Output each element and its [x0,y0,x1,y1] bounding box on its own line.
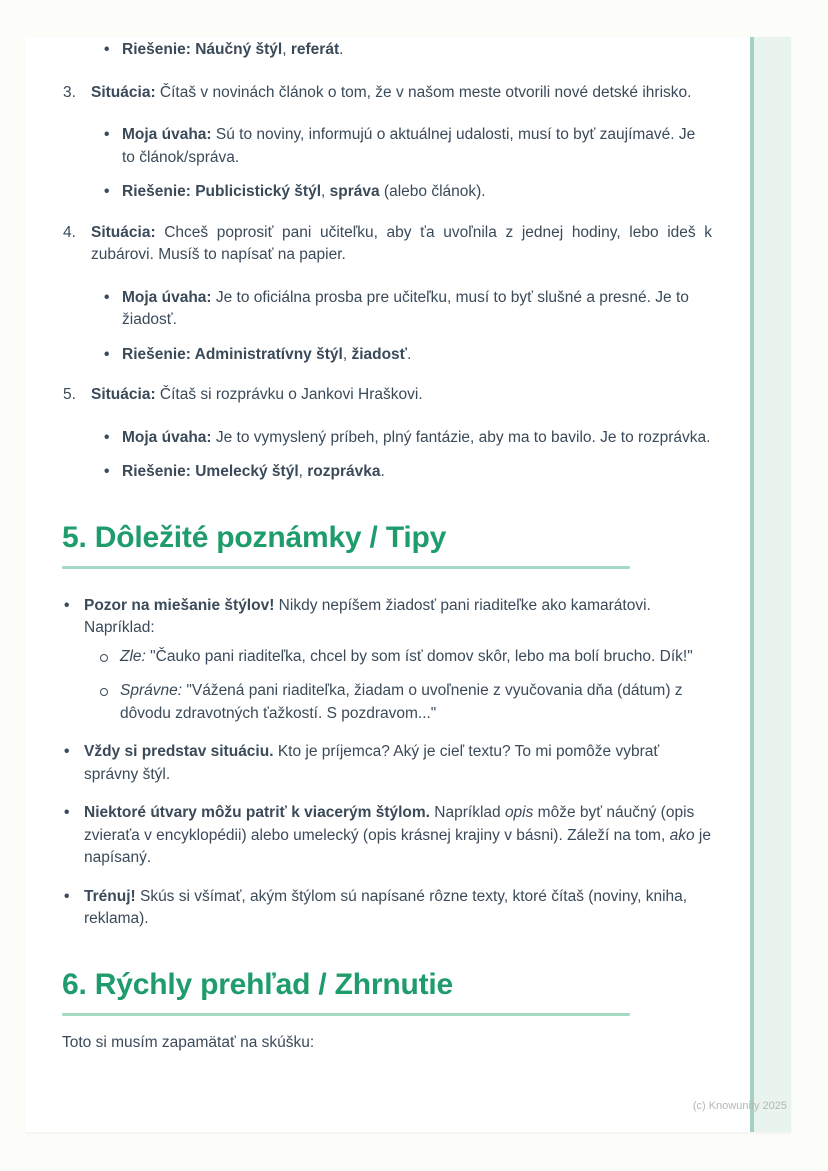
page-edge-strip [750,37,791,1132]
list-item-solution [91,461,712,484]
bullet-text: Riešenie: Publicistický štýl, správa (alebo článok). [122,183,486,200]
tip-examples-list [84,646,712,726]
situation-text: Situácia: Čítaš v novinách článok o tom, že v našom meste otvorili nové detské ihrisko. [91,83,692,101]
bullet-text: Riešenie: Administratívny štýl, žiadosť. [122,345,412,363]
watermark: (c) Knowunity 2025 [692,1100,787,1112]
situation-item-5 [62,384,712,484]
list-item-reasoning [91,427,712,450]
tip-text: • Pozor na miešanie štýlov! Nikdy nepíšem žiadosť pani riaditeľke ako kamarátovi. Napríklad: [84,596,651,636]
situation-item-3 [62,82,712,204]
section-6-heading: 6. Rýchly prehľad / Zhrnutie [62,967,454,1001]
list-item-reasoning [91,287,712,332]
tip-text: • Trénuj! Skús si všímať, akým štýlom sú napísané rôzne texty, ktoré čítaš (noviny, kniha, reklama). [84,887,688,927]
list-number: 3. [63,83,76,101]
tip-item-practice [62,886,712,931]
tip-text: • Niektoré útvary môžu patriť k viacerým štýlom. Napríklad opis môže byť náučný (opis zvieraťa v encyklopédii) alebo umelecký (opis krásnej krajiny v básni). Záleží na tom, ako je napísaný. [84,804,711,866]
tip-item-imagine-situation [62,741,712,786]
list-item-solution [91,181,712,204]
bullet-text: Zle: "Čauko pani riaditeľka, chcel by som ísť domov skôr, lebo ma bolí brucho. Dík!" [120,647,693,665]
tip-item-multiple-styles [62,802,712,870]
page-content [62,39,712,1054]
bullet-text: Riešenie: Umelecký štýl, rozprávka. [122,463,385,480]
list-number: 4. [63,223,76,241]
list-item-solution [91,344,712,367]
bullet-text: Moja úvaha: Sú to noviny, informujú o aktuálnej udalosti, musí to byť zaujímavé. Je to článok/správa. [122,126,696,166]
bullet-text: Moja úvaha: Je to oficiálna prosba pre učiteľku, musí to byť slušné a presné. Je to žiadosť. [122,288,689,328]
list-item-correct-example [84,680,712,725]
situations-list [62,82,712,484]
situation-sublist [91,287,712,367]
situation-sublist [91,427,712,484]
situation-sublist [91,124,712,204]
carryover-bullet-list [62,39,712,62]
list-item-solution-referat [62,39,712,62]
bullet-text: Riešenie: Náučný štýl, referát. [122,41,344,58]
section-5-divider [62,566,630,569]
tips-list [62,595,712,931]
situation-item-4 [62,222,712,367]
bullet-text: Správne: "Vážená pani riaditeľka, žiadam o uvoľnenie z vyučovania dňa (dátum) z dôvodu zdravotných ťažkostí. S pozdravom..." [120,682,683,722]
situation-text: Situácia: Chceš poprosiť pani učiteľku, aby ťa uvoľnila z jednej hodiny, lebo ideš k zubárovi. Musíš to napísať na papier. [91,223,712,263]
tip-item-mixing-styles [62,595,712,726]
summary-intro-text: Toto si musím zapamätať na skúšku: [62,1033,315,1051]
bullet-text: Moja úvaha: Je to vymyslený príbeh, plný fantázie, aby ma to bavilo. Je to rozprávka. [122,428,711,446]
list-item-reasoning [91,124,712,169]
section-5-heading: 5. Dôležité poznámky / Tipy [62,520,447,554]
list-item-wrong-example [84,646,712,669]
section-6-divider [62,1013,630,1016]
tip-text: • Vždy si predstav situáciu. Kto je príjemca? Aký je cieľ textu? To mi pomôže vybrať správny štýl. [84,743,660,783]
list-number: 5. [63,386,76,403]
document-page [25,37,791,1132]
situation-text: Situácia: Čítaš si rozprávku o Jankovi Hraškovi. [91,386,423,403]
